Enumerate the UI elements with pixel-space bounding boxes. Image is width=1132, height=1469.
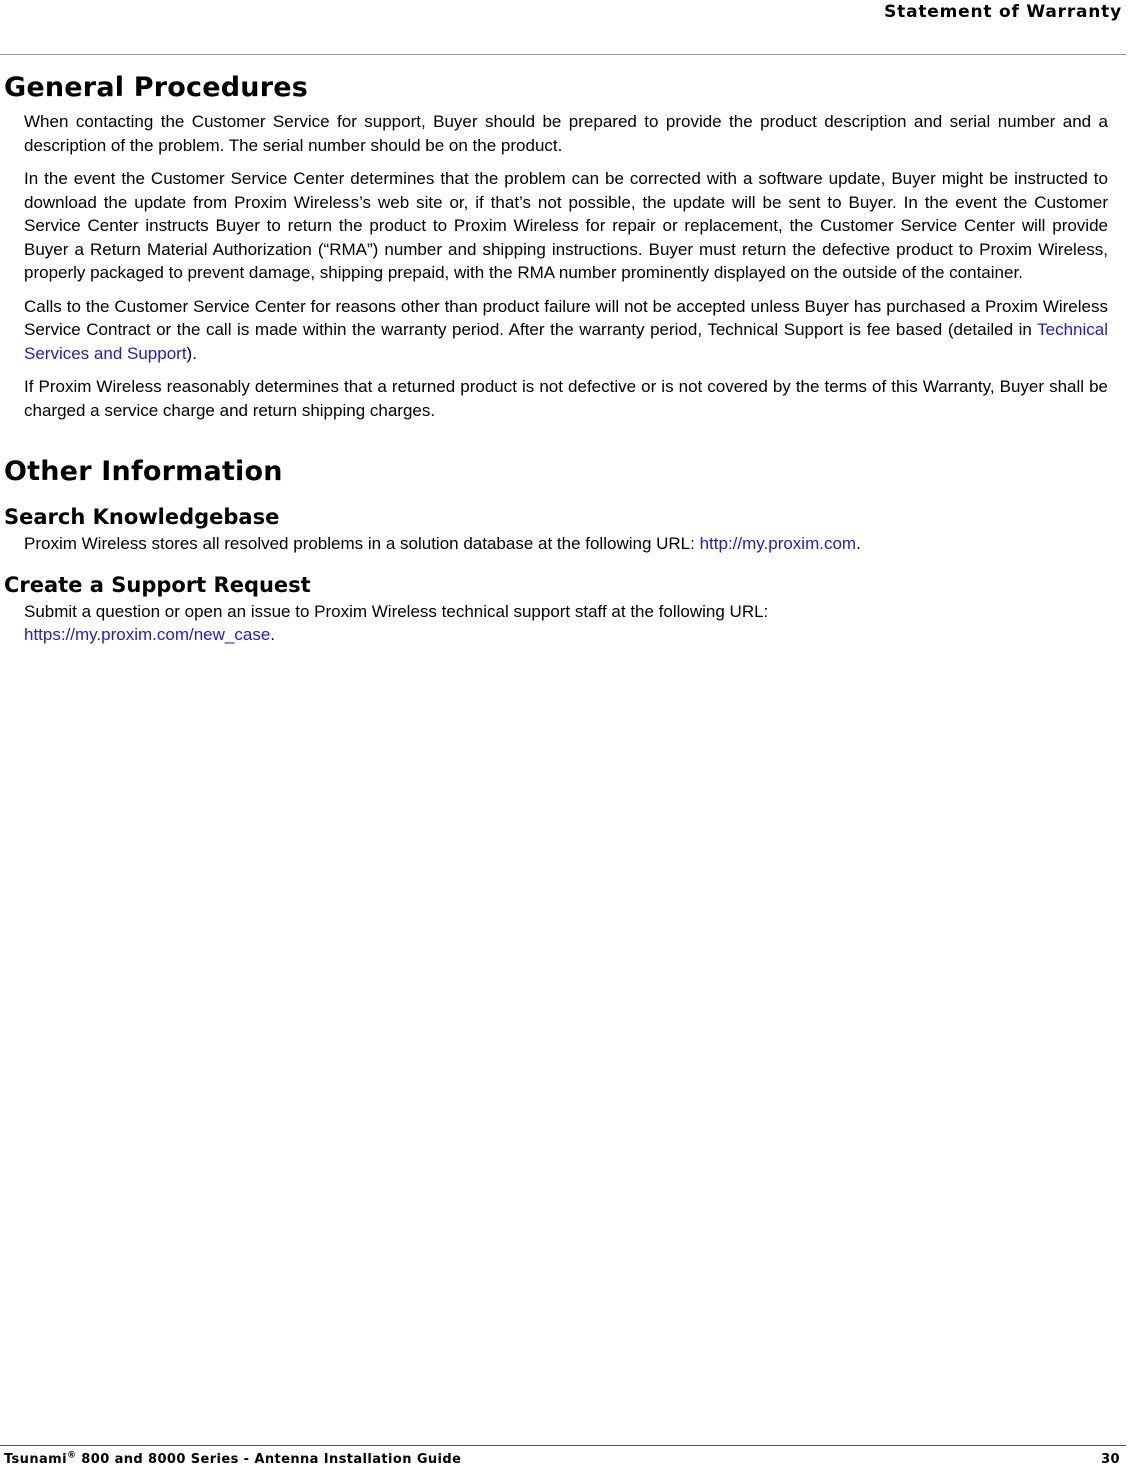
new-case-link[interactable]: https://my.proxim.com/new_case <box>24 625 271 644</box>
paragraph-not-defective: If Proxim Wireless reasonably determines that a returned product is not defective or is not covered by the terms of this Warranty, Buyer shall be charged a service charge and return shipping charges. <box>24 377 1108 420</box>
paragraph-contacting: When contacting the Customer Service for support, Buyer should be prepared to provide the product description and serial number and a description of the problem. The serial number should be on the product. <box>24 112 1108 155</box>
paragraph-support-request <box>0 600 1108 647</box>
paragraph-software-update: In the event the Customer Service Center determines that the problem can be corrected with a software update, Buyer might be instructed to download the update from Proxim Wireless’s web site or, if that’s not possible, the update will be sent to Buyer. In the event the Customer Service Center instructs Buyer to return the product to Proxim Wireless for repair or replacement, the Customer Service Center will provide Buyer a Return Material Authorization (“RMA”) number and shipping instructions. Buyer must return the defective product to Proxim Wireless, properly packaged to prevent damage, shipping prepaid, with the RMA number prominently displayed on the outside of the container. <box>24 169 1108 282</box>
header-title: Statement of Warranty <box>884 2 1122 22</box>
knowledgebase-link[interactable]: http://my.proxim.com <box>699 534 857 553</box>
technical-services-link[interactable]: Technical Services and Support <box>24 320 1108 363</box>
footer-rule <box>0 1445 1126 1446</box>
paragraph-calls-end: ). <box>186 343 197 363</box>
header-rule <box>0 54 1126 55</box>
knowledgebase-text: Proxim Wireless stores all resolved problems in a solution database at the following URL: <box>24 534 700 553</box>
support-request-text: Submit a question or open an issue to Proxim Wireless technical support staff at the following URL: <box>24 601 769 621</box>
page-content <box>0 62 1132 657</box>
footer-brand: Tsunami <box>4 1452 67 1467</box>
footer-guide-title: 800 and 8000 Series - Antenna Installation Guide <box>76 1452 462 1467</box>
heading-general-procedures: General Procedures <box>4 72 309 103</box>
paragraph-calls <box>0 295 1108 366</box>
heading-search-knowledgebase: Search Knowledgebase <box>4 505 280 529</box>
heading-other-information: Other Information <box>4 456 283 487</box>
knowledgebase-period: . <box>856 534 861 553</box>
heading-create-support-request: Create a Support Request <box>4 572 311 597</box>
footer-registered-mark: ® <box>66 1450 77 1461</box>
footer <box>4 1452 1120 1467</box>
paragraph-knowledgebase <box>0 532 1108 556</box>
page-number: 30 <box>1101 1452 1120 1467</box>
paragraph-calls-text: Calls to the Customer Service Center for reasons other than product failure will not be accepted unless Buyer has purchased a Proxim Wireless Service Contract or the call is made within the warranty period. After the warranty period, Technical Support is fee based (detailed in <box>24 296 1108 339</box>
support-request-period: . <box>270 625 276 644</box>
